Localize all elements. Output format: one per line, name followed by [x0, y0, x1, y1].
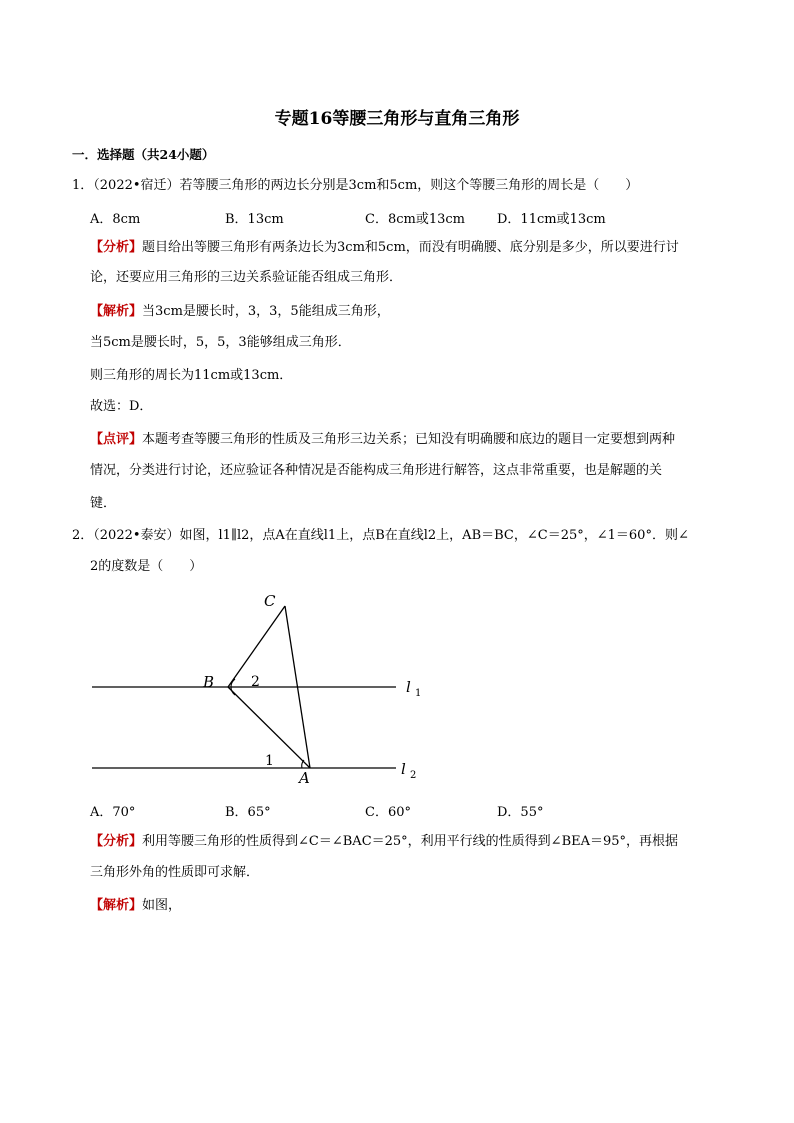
q2-analysis-line-1 — [90, 832, 678, 852]
comment-tag: 【点评】 — [90, 432, 143, 447]
analysis-tag: 【分析】 — [90, 240, 143, 255]
label-c: C — [264, 592, 276, 610]
q1-solution-line-4: 故选：D． — [90, 399, 153, 414]
q2-option-a: A．70° — [90, 805, 136, 820]
q1-comment-line-3: 键． — [90, 496, 117, 511]
q1-comment-line-2: 情况，分类进行讨论，还应验证各种情况是否能构成三角形进行解答，这点非常重要，也是解题的关 — [90, 463, 663, 478]
label-b: B — [203, 673, 215, 691]
q2-solution-line-1 — [90, 896, 181, 916]
q1-option-c: C．8cm或13cm — [365, 212, 465, 227]
q1-option-d: D．11cm或13cm — [497, 212, 606, 227]
label-a: A — [299, 769, 310, 787]
solution-tag: 【解析】 — [90, 304, 143, 319]
label-l1-subscript: 1 — [415, 688, 422, 699]
solution-text: 如图， — [142, 898, 182, 913]
q1-option-a: A．8cm — [90, 212, 141, 227]
q2-option-b: B．65° — [225, 805, 271, 820]
q2-option-c: C．60° — [365, 805, 411, 820]
label-l1: l — [406, 678, 411, 696]
q2-stem-line-1: 2．（2022•泰安）如图，l1∥l2，点A在直线l1上，点B在直线l2上，AB＝BC，∠C＝25°，∠1＝60°．则∠ — [72, 528, 689, 543]
label-l2: l — [401, 760, 406, 778]
solution-tag: 【解析】 — [90, 898, 143, 913]
q1-comment-line-1 — [90, 430, 675, 450]
q2-option-d: D．55° — [497, 805, 544, 820]
comment-text: 本题考查等腰三角形的性质及三角形三边关系；已知没有明确腰和底边的题目一定要想到两种 — [142, 432, 676, 447]
q1-analysis-line-1 — [90, 238, 679, 258]
q2-analysis-line-2: 三角形外角的性质即可求解． — [90, 865, 260, 880]
q1-stem: 1．（2022•宿迁）若等腰三角形的两边长分别是3cm和5cm，则这个等腰三角形的周长是（ ） — [72, 178, 639, 193]
q1-option-b: B．13cm — [225, 212, 284, 227]
section-heading: 一．选择题（共24小题） — [72, 147, 215, 162]
q1-analysis-line-2: 论，还要应用三角形的三边关系验证能否组成三角形． — [90, 270, 403, 285]
q1-solution-line-3: 则三角形的周长为11cm或13cm． — [90, 368, 293, 383]
analysis-tag: 【分析】 — [90, 834, 143, 849]
page-title: 专题16等腰三角形与直角三角形 — [274, 109, 520, 129]
solution-text: 当3cm是腰长时，3，3，5能组成三角形， — [142, 304, 390, 319]
label-angle-2: 2 — [251, 674, 260, 690]
q2-stem-line-2: 2的度数是（ ） — [90, 559, 203, 574]
analysis-text: 题目给出等腰三角形有两条边长为3cm和5cm，而没有明确腰、底分别是多少，所以要进行讨 — [142, 240, 679, 255]
label-l2-subscript: 2 — [410, 770, 417, 781]
q1-solution-line-1 — [90, 302, 390, 322]
q1-solution-line-2: 当5cm是腰长时，5，5，3能够组成三角形． — [90, 335, 351, 350]
geometry-figure — [88, 588, 428, 788]
angle-1-arc — [302, 760, 304, 768]
label-angle-1: 1 — [265, 753, 274, 769]
analysis-text: 利用等腰三角形的性质得到∠C＝∠BAC＝25°，利用平行线的性质得到∠BEA＝95°，再根据 — [142, 834, 679, 849]
